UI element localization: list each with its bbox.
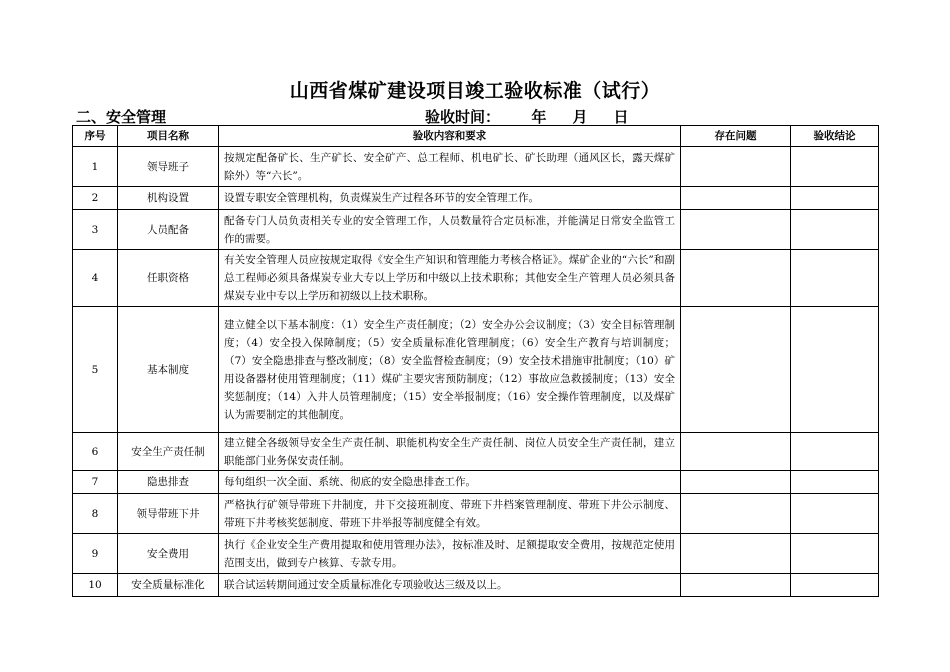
section-heading: 二、安全管理: [76, 108, 167, 126]
row-content: 按规定配备矿长、生产矿长、安全矿产、总工程师、机电矿长、矿长助理（通风区长，露天煤矿除外）等“六长”。: [219, 147, 681, 187]
row-no: 1: [73, 147, 118, 187]
row-issue: [681, 250, 791, 307]
row-item: 安全质量标准化: [118, 574, 219, 597]
row-content: 严格执行矿领导带班下井制度，井下交接班制度、带班下井档案管理制度、带班下井公示制度、带班下井考核奖惩制度、带班下井举报等制度健全有效。: [219, 494, 681, 534]
row-content: 建立健全以下基本制度：（1）安全生产责任制度；（2）安全办公会议制度；（3）安全目标管理制度；（4）安全投入保障制度；（5）安全质量标准化管理制度；（6）安全生产教育与培训制度；（7）安全隐患排查与整改制度；（8）安全监督检查制度；（9）安全技术措施审批制度；（10）矿用设备器材使用管理制度；（11）煤矿主要灾害预防制度；（12）事故应急救援制度；（13）安全奖惩制度；（14）入井人员管理制度；（15）安全举报制度；（16）安全操作管理制度，以及煤矿认为需要制定的其他制度。: [219, 307, 681, 433]
row-item: 任职资格: [118, 250, 219, 307]
row-item: 安全费用: [118, 534, 219, 574]
row-content: 联合试运转期间通过安全质量标准化专项验收达三级及以上。: [219, 574, 681, 597]
row-issue: [681, 433, 791, 471]
row-issue: [681, 187, 791, 210]
row-no: 7: [73, 471, 118, 494]
row-item: 机构设置: [118, 187, 219, 210]
row-content: 配备专门人员负责相关专业的安全管理工作，人员数量符合定员标准，并能满足日常安全监管工作的需要。: [219, 210, 681, 250]
row-issue: [681, 210, 791, 250]
header-no: 序号: [73, 126, 118, 147]
header-issue: 存在问题: [681, 126, 791, 147]
row-conclusion: [791, 471, 879, 494]
row-content: 设置专职安全管理机构，负责煤炭生产过程各环节的安全管理工作。: [219, 187, 681, 210]
row-no: 5: [73, 307, 118, 433]
row-item: 隐患排查: [118, 471, 219, 494]
header-item: 项目名称: [118, 126, 219, 147]
header-conclusion: 验收结论: [791, 126, 879, 147]
row-issue: [681, 534, 791, 574]
table-row: [73, 433, 879, 471]
row-issue: [681, 574, 791, 597]
row-conclusion: [791, 307, 879, 433]
acceptance-time: 验收时间： 年 月 日: [425, 108, 629, 126]
row-issue: [681, 307, 791, 433]
row-content: 有关安全管理人员应按规定取得《安全生产知识和管理能力考核合格证》。煤矿企业的“六长”和副总工程师必须具备煤炭专业大专以上学历和中级以上技术职称；其他安全生产管理人员必须具备煤炭专业中专以上学历和初级以上技术职称。: [219, 250, 681, 307]
row-no: 4: [73, 250, 118, 307]
header-content: 验收内容和要求: [219, 126, 681, 147]
row-conclusion: [791, 250, 879, 307]
table-row: [73, 147, 879, 187]
row-issue: [681, 471, 791, 494]
table-row: [73, 250, 879, 307]
row-item: 领导带班下井: [118, 494, 219, 534]
row-content: 执行《企业安全生产费用提取和使用管理办法》，按标准及时、足额提取安全费用，按规范定使用范围支出，做到专户核算、专款专用。: [219, 534, 681, 574]
row-no: 9: [73, 534, 118, 574]
row-no: 2: [73, 187, 118, 210]
table-header-row: [73, 126, 879, 147]
document-title: 山西省煤矿建设项目竣工验收标准（试行）: [289, 80, 661, 102]
row-item: 安全生产责任制: [118, 433, 219, 471]
acceptance-table: [72, 125, 879, 597]
row-conclusion: [791, 574, 879, 597]
table-row: [73, 187, 879, 210]
row-conclusion: [791, 433, 879, 471]
row-content: 建立健全各级领导安全生产责任制、职能机构安全生产责任制、岗位人员安全生产责任制，建立职能部门业务保安责任制。: [219, 433, 681, 471]
table-row: [73, 210, 879, 250]
row-issue: [681, 147, 791, 187]
row-no: 8: [73, 494, 118, 534]
row-item: 领导班子: [118, 147, 219, 187]
row-conclusion: [791, 147, 879, 187]
row-conclusion: [791, 187, 879, 210]
row-no: 6: [73, 433, 118, 471]
row-no: 10: [73, 574, 118, 597]
row-item: 基本制度: [118, 307, 219, 433]
row-conclusion: [791, 494, 879, 534]
row-conclusion: [791, 210, 879, 250]
table-row: [73, 534, 879, 574]
row-conclusion: [791, 534, 879, 574]
row-no: 3: [73, 210, 118, 250]
table-row: [73, 307, 879, 433]
row-content: 每旬组织一次全面、系统、彻底的安全隐患排查工作。: [219, 471, 681, 494]
row-item: 人员配备: [118, 210, 219, 250]
table-row: [73, 471, 879, 494]
table-row: [73, 494, 879, 534]
table-row: [73, 574, 879, 597]
row-issue: [681, 494, 791, 534]
